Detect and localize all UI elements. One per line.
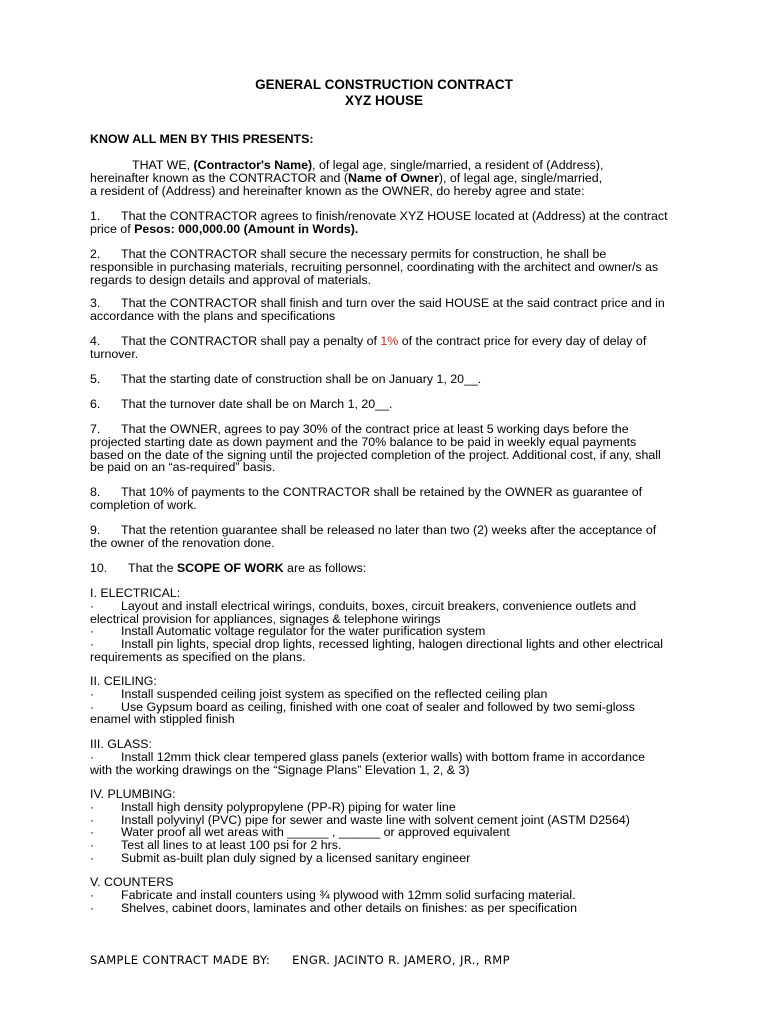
penalty-rate: 1%: [380, 334, 399, 348]
section-plumbing: IV. PLUMBING: · Install high density polypropylene (PP-R) piping for water line · Install polyvinyl (PVC) pipe for sewer and waste line with solvent cement joint (ASTM D2564) · Water proof all wet areas with ______ , ______ or approved equivalent · Test all lines to at least 100 psi for 2 hrs. · Submit as-built plan duly signed by a licensed sanitary engineer: [90, 788, 690, 865]
clause-10: 10. That the SCOPE OF WORK are as follows:: [90, 561, 367, 575]
footer-author: ENGR. JACINTO R. JAMERO, JR., RMP: [292, 953, 510, 967]
clause-7: 7. That the OWNER, agrees to pay 30% of the contract price at least 5 working days before the projected starting date as down payment and the 70% balance to be paid in weekly equal payments based on the date of the signing until the projected completion of the project. Additional cost, if any, shall be paid on an “as-required” basis.: [90, 422, 661, 475]
section-heading: II. CEILING:: [90, 674, 157, 688]
section-glass: III. GLASS: · Install 12mm thick clear tempered glass panels (exterior walls) with bottom frame in accordance with the working drawings on the “Signage Plans” Elevation 1, 2, & 3): [90, 738, 690, 776]
clause-5: 5. That the starting date of construction shall be on January 1, 20__.: [90, 372, 482, 386]
clause-4: 4. That the CONTRACTOR shall pay a penalty of 1% of the contract price for every day of delay of turnover.: [90, 334, 647, 361]
document-title: GENERAL CONSTRUCTION CONTRACT: [255, 77, 513, 92]
section-heading: IV. PLUMBING:: [90, 787, 176, 801]
know-all-heading: KNOW ALL MEN BY THIS PRESENTS:: [90, 132, 314, 146]
section-counters: V. COUNTERS · Fabricate and install counters using ¾ plywood with 12mm solid surfacing material. · Shelves, cabinet doors, laminates and other details on finishes: as per specification: [90, 876, 690, 914]
clause-8: 8. That 10% of payments to the CONTRACTOR shall be retained by the OWNER as guarantee of completion of work.: [90, 485, 643, 512]
clause-2: 2. That the CONTRACTOR shall secure the necessary permits for construction, he shall be responsible in purchasing materials, recruiting personnel, coordinating with the architect and owner/s as regards to design details and approval of materials.: [90, 247, 659, 287]
clause-3: 3. That the CONTRACTOR shall finish and turn over the said HOUSE at the said contract price and in accordance with the plans and specifications: [90, 296, 665, 323]
section-heading: I. ELECTRICAL:: [90, 586, 181, 600]
page-footer: [90, 954, 510, 967]
footer-label: SAMPLE CONTRACT MADE BY:: [90, 953, 271, 967]
document-subtitle: XYZ HOUSE: [344, 93, 423, 108]
clause-1: 1. That the CONTRACTOR agrees to finish/renovate XYZ HOUSE located at (Address) at the contract price of Pesos: 000,000.00 (Amount in Words).: [90, 209, 668, 236]
clause-6: 6. That the turnover date shall be on March 1, 20__.: [90, 397, 393, 411]
section-ceiling: II. CEILING: · Install suspended ceiling joist system as specified on the reflected ceiling plan · Use Gypsum board as ceiling, finished with one coat of sealer and followed by two semi-gloss enamel with stippled finish: [90, 675, 690, 726]
section-electrical: I. ELECTRICAL: · Layout and install electrical wirings, conduits, boxes, circuit breakers, convenience outlets and electrical provision for appliances, signages & telephone wirings · Install Automatic voltage regulator for the water purification system · Install pin lights, special drop lights, recessed lighting, halogen directional lights and other electrical requirements as specified on the plans.: [90, 587, 690, 664]
intro-paragraph: THAT WE, (Contractor's Name), of legal age, single/married, a resident of (Address), hereinafter known as the CONTRACTOR and (Name of Owner), of legal age, single/married, a resident of (Address) and hereinafter known as the OWNER, do hereby agree and state:: [90, 158, 604, 198]
section-heading: V. COUNTERS: [90, 875, 174, 889]
clause-9: 9. That the retention guarantee shall be released no later than two (2) weeks after the acceptance of the owner of the renovation done.: [90, 523, 657, 550]
section-heading: III. GLASS:: [90, 737, 152, 751]
